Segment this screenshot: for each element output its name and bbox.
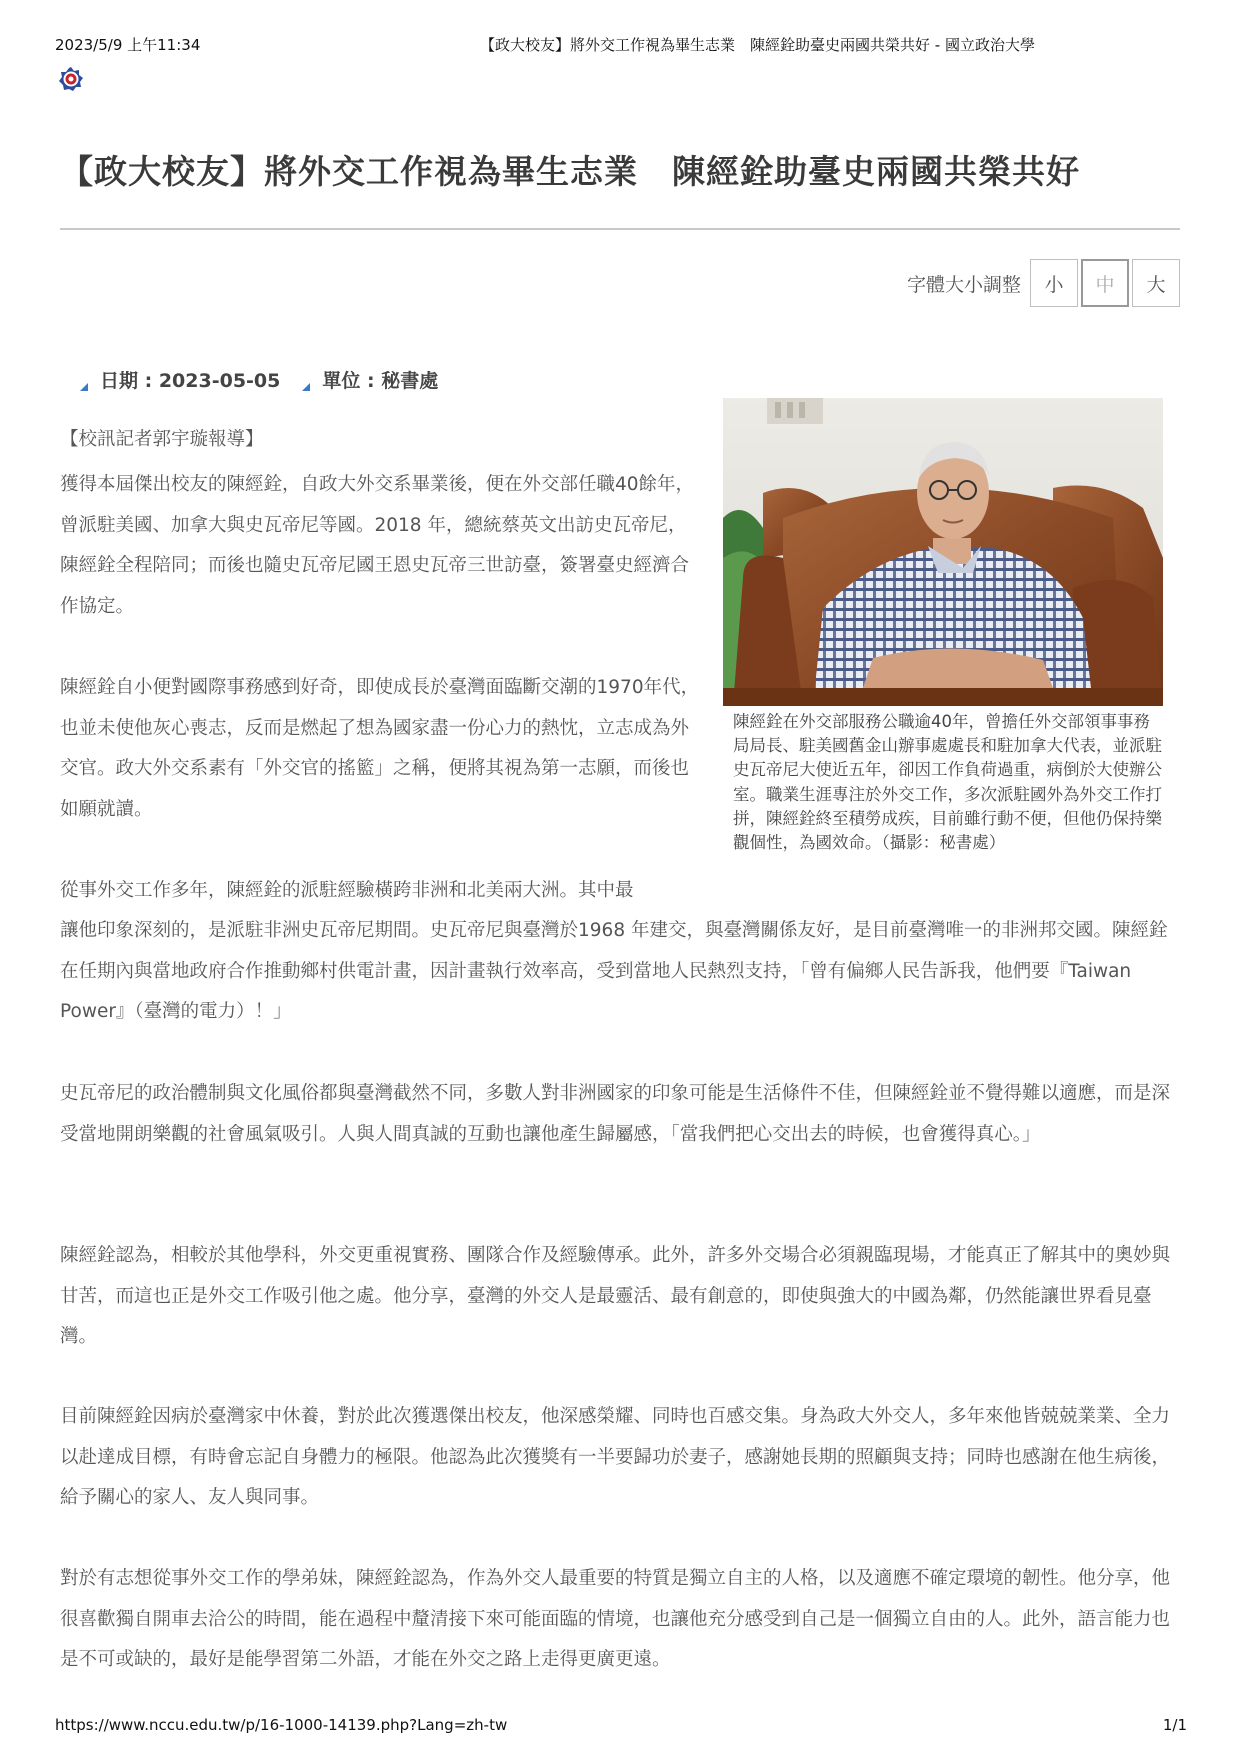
article-paragraph: 目前陳經銓因病於臺灣家中休養，對於此次獲選傑出校友，他深感榮耀、同時也百感交集。身為政大外交人，多年來他皆兢兢業業、全力以赴達成目標，有時會忘記自身體力的極限。他認為此次獲獎有一半要歸功於妻子，感謝她長期的照顧與支持；同時也感謝在他生病後，給予關心的家人、友人與同事。 bbox=[60, 1406, 1171, 1508]
print-datetime: 2023/5/9 上午11:34 bbox=[55, 36, 201, 54]
triangle-bullet-icon bbox=[80, 383, 88, 391]
article-meta bbox=[80, 366, 460, 393]
university-logo-icon[interactable] bbox=[58, 66, 84, 92]
reporter-byline: 【校訊記者郭宇璇報導】 bbox=[60, 429, 264, 450]
print-header bbox=[55, 34, 1187, 54]
font-size-label: 字體大小調整 bbox=[906, 273, 1021, 296]
article-paragraph: 陳經銓自小便對國際事務感到好奇，即使成長於臺灣面臨斷交潮的1970年代，也並未使他灰心喪志，反而是燃起了想為國家盡一份心力的熱忱，立志成為外交官。政大外交系素有「外交官的搖籃」之稱，便將其視為第一志願，而後也如願就讀。 bbox=[60, 677, 700, 820]
article-title: 【政大校友】將外交工作視為畢生志業 陳經銓助臺史兩國共榮共好 bbox=[60, 152, 1080, 191]
article-date-text: 日期 : 2023-05-05 bbox=[100, 370, 281, 392]
article-paragraph: 對於有志想從事外交工作的學弟妹，陳經銓認為，作為外交人最重要的特質是獨立自主的人格，以及適應不確定環境的韌性。他分享，他很喜歡獨自開車去洽公的時間，能在過程中釐清接下來可能面臨的情境，也讓他充分感受到自己是一個獨立自由的人。此外，語言能力也是不可或缺的，最好是能學習第二外語，才能在外交之路上走得更廣更遠。 bbox=[60, 1568, 1171, 1670]
article-unit-text: 單位 : 秘書處 bbox=[322, 370, 439, 392]
font-size-control bbox=[907, 258, 1180, 308]
triangle-bullet-icon bbox=[302, 383, 310, 391]
article-paragraph: 陳經銓認為，相較於其他學科，外交更重視實務、團隊合作及經驗傳承。此外，許多外交場合必須親臨現場，才能真正了解其中的奧妙與甘苦，而這也正是外交工作吸引他之處。他分享，臺灣的外交人是最靈活、最有創意的，即使與強大的中國為鄰，仍然能讓世界看見臺灣。 bbox=[60, 1245, 1171, 1347]
print-page-title: 【政大校友】將外交工作視為畢生志業 陳經銓助臺史兩國共榮共好 - 國立政治大學 bbox=[480, 36, 1035, 54]
font-size-large-button[interactable]: 大 bbox=[1132, 259, 1180, 307]
article-photo-figure bbox=[723, 398, 1163, 855]
page-number: 1/1 bbox=[1162, 1716, 1187, 1734]
page-url: https://www.nccu.edu.tw/p/16-1000-14139.php?Lang=zh-tw bbox=[55, 1716, 508, 1734]
article-paragraph: 獲得本屆傑出校友的陳經銓，自政大外交系畢業後，便在外交部任職40餘年，曾派駐美國、加拿大與史瓦帝尼等國。2018 年，總統蔡英文出訪史瓦帝尼，陳經銓全程陪同；而後也隨史瓦帝尼國王恩史瓦帝三世訪臺，簽署臺史經濟合作協定。 bbox=[60, 474, 695, 617]
font-size-small-button[interactable]: 小 bbox=[1030, 259, 1078, 307]
article-paragraph: 從事外交工作多年，陳經銓的派駐經驗橫跨非洲和北美兩大洲。其中最 bbox=[60, 880, 634, 901]
article-paragraph: 讓他印象深刻的，是派駐非洲史瓦帝尼期間。史瓦帝尼與臺灣於1968 年建交，與臺灣關係友好，是目前臺灣唯一的非洲邦交國。陳經銓在任期內與當地政府合作推動鄉村供電計畫，因計畫執行效率高，受到當地人民熱烈支持，「曾有偏鄉人民告訴我，他們要『Taiwan Power』（臺灣的電力）！」 bbox=[60, 920, 1168, 1022]
font-size-medium-button[interactable]: 中 bbox=[1081, 259, 1129, 307]
article-unit bbox=[302, 366, 438, 393]
title-divider bbox=[60, 228, 1180, 230]
article-photo bbox=[723, 398, 1163, 706]
article-date bbox=[80, 366, 280, 393]
photo-caption: 陳經銓在外交部服務公職逾40年，曾擔任外交部領事事務局局長、駐美國舊金山辦事處處長和駐加拿大代表，並派駐史瓦帝尼大使近五年，卻因工作負荷過重，病倒於大使辦公室。職業生涯專注於外交工作，多次派駐國外為外交工作打拼，陳經銓終至積勞成疾，目前雖行動不便，但他仍保持樂觀個性，為國效命。（攝影：秘書處） bbox=[733, 712, 1162, 853]
article-paragraph: 史瓦帝尼的政治體制與文化風俗都與臺灣截然不同，多數人對非洲國家的印象可能是生活條件不佳，但陳經銓並不覺得難以適應，而是深受當地開朗樂觀的社會風氣吸引。人與人間真誠的互動也讓他產生歸屬感，「當我們把心交出去的時候，也會獲得真心。」 bbox=[60, 1083, 1171, 1145]
